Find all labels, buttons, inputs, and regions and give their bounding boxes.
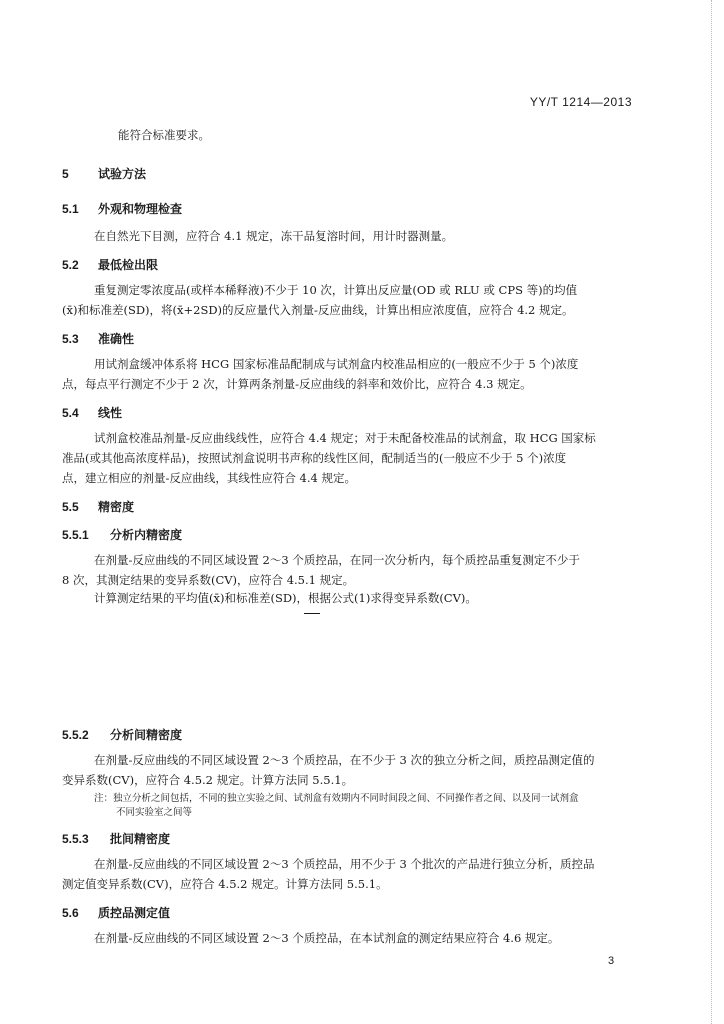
paragraph-line: 用试剂盒缓冲体系将 HCG 国家标准品配制成与试剂盒内校准品相应的(一般应不少于 5 个)浓度 [94, 357, 579, 371]
fraction-bar [304, 613, 320, 614]
section-5-5-3-heading [62, 830, 170, 847]
paragraph-line: 计算测定结果的平均值(x̄)和标准差(SD)，根据公式(1)求得变异系数(CV)。 [94, 591, 477, 605]
section-title: 最低检出限 [98, 258, 159, 272]
cv-formula [300, 612, 324, 615]
section-5-5-heading [62, 498, 134, 515]
section-title: 分析内精密度 [110, 528, 183, 542]
paragraph-line: 重复测定零浓度品(或样本稀释液)不少于 10 次，计算出反应量(OD 或 RLU 或 CPS 等)的均值 [94, 283, 578, 297]
paragraph-line: (x̄)和标准差(SD)，将(x̄+2SD)的反应量代入剂量-反应曲线，计算出相应浓度值，应符合 4.2 规定。 [62, 303, 574, 317]
section-title: 质控品测定值 [98, 906, 171, 920]
paragraph-line: 在剂量-反应曲线的不同区域设置 2～3 个质控品，在本试剂盒的测定结果应符合 4.6 规定。 [94, 931, 560, 945]
paragraph-line: 试剂盒校准品剂量-反应曲线线性，应符合 4.4 规定；对于未配备校准品的试剂盒，取 HCG 国家标 [94, 431, 596, 445]
section-title: 外观和物理检查 [98, 202, 183, 216]
paragraph-line: 点，每点平行测定不少于 2 次，计算两条剂量-反应曲线的斜率和效价比，应符合 4.3 规定。 [62, 377, 532, 391]
formula-fraction [304, 612, 320, 615]
section-5-4-heading [62, 404, 122, 421]
paragraph-line: 在自然光下目测，应符合 4.1 规定，冻干品复溶时间，用计时器测量。 [94, 229, 454, 243]
continuation-text: 能符合标准要求。 [118, 128, 210, 142]
section-title: 批间精密度 [110, 832, 171, 846]
page-number: 3 [608, 955, 615, 967]
paragraph-line: 测定值变异系数(CV)，应符合 4.5.2 规定。计算方法同 5.5.1。 [62, 877, 388, 891]
section-5-1-heading [62, 200, 182, 217]
section-number: 5.5.1 [62, 528, 89, 542]
section-number: 5.3 [62, 332, 79, 346]
section-number: 5.5 [62, 500, 79, 514]
section-5-heading [62, 165, 146, 182]
standard-code: YY/T 1214—2013 [529, 95, 632, 109]
note-line: 不同实验室之间等 [116, 807, 193, 818]
paragraph-line: 在剂量-反应曲线的不同区域设置 2～3 个质控品，在不少于 3 次的独立分析之间，质控品测定值的 [94, 753, 595, 767]
section-number: 5.5.2 [62, 728, 89, 742]
section-number: 5.2 [62, 258, 79, 272]
paragraph-line: 在剂量-反应曲线的不同区域设置 2～3 个质控品，用不少于 3 个批次的产品进行独立分析，质控品 [94, 857, 595, 871]
section-5-5-1-heading [62, 526, 182, 543]
paragraph-line: 8 次，其测定结果的变异系数(CV)，应符合 4.5.1 规定。 [62, 573, 355, 587]
section-number: 5 [62, 167, 69, 181]
note-line: 注：独立分析之间包括，不同的独立实验之间、试剂盒有效期内不同时间段之间、不同操作者之间、以及同一试剂盒 [94, 793, 579, 804]
scan-edge [710, 0, 712, 1024]
section-title: 精密度 [98, 500, 135, 514]
section-title: 试验方法 [98, 167, 147, 181]
section-5-2-heading [62, 256, 158, 273]
section-5-3-heading [62, 330, 134, 347]
paragraph-line: 变异系数(CV)，应符合 4.5.2 规定。计算方法同 5.5.1。 [62, 773, 354, 787]
paragraph-line: 点，建立相应的剂量-反应曲线，其线性应符合 4.4 规定。 [62, 471, 356, 485]
section-title: 分析间精密度 [110, 728, 183, 742]
section-number: 5.4 [62, 406, 79, 420]
section-number: 5.1 [62, 202, 79, 216]
paragraph-line: 在剂量-反应曲线的不同区域设置 2～3 个质控品，在同一次分析内，每个质控品重复测定不少于 [94, 553, 580, 567]
section-title: 准确性 [98, 332, 135, 346]
paragraph-line: 准品(或其他高浓度样品)，按照试剂盒说明书声称的线性区间，配制适当的(一般应不少于 5 个)浓度 [62, 451, 567, 465]
section-5-5-2-heading [62, 726, 182, 743]
section-title: 线性 [98, 406, 123, 420]
section-number: 5.6 [62, 906, 79, 920]
section-5-6-heading [62, 904, 170, 921]
section-number: 5.5.3 [62, 832, 89, 846]
